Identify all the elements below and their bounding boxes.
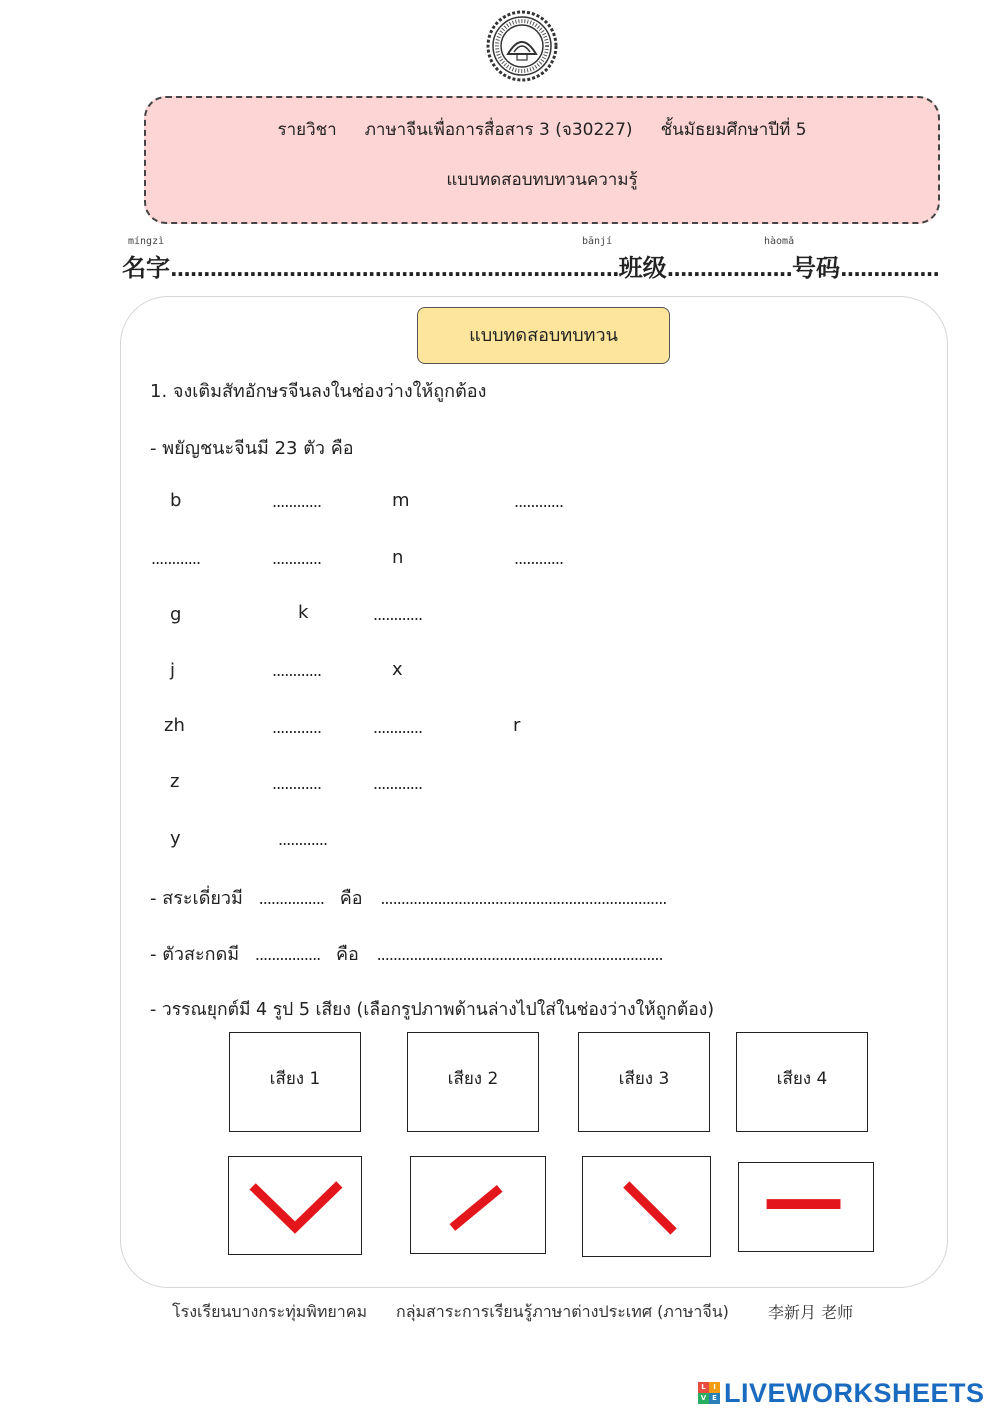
liveworksheets-watermark xyxy=(698,1376,985,1410)
tone-1-dropzone[interactable]: เสียง 1 xyxy=(229,1032,361,1132)
consonant-blank[interactable]: ............ xyxy=(514,549,564,568)
number-field[interactable]: ............... xyxy=(840,257,939,281)
finals-is: คือ xyxy=(335,944,359,965)
school-seal-logo xyxy=(484,8,560,84)
consonant-blank[interactable]: ............ xyxy=(151,549,201,568)
tone-4-dropzone[interactable]: เสียง 4 xyxy=(736,1032,868,1132)
grade-level: ชั้นมัธยมศึกษาปีที่ 5 xyxy=(660,120,807,140)
consonant-blank[interactable]: ............ xyxy=(272,549,322,568)
finals-line xyxy=(150,939,663,968)
tones-heading: - วรรณยุกต์มี 4 รูป 5 เสียง (เลือกรูปภาพด้านล่างไปใส่ในช่องว่างให้ถูกต้อง) xyxy=(150,1000,715,1020)
vowels-line xyxy=(150,883,666,912)
student-info-row xyxy=(122,236,939,282)
level-tone-mark-card[interactable] xyxy=(738,1162,874,1252)
vowels-answer-blank[interactable]: ...................................................................... xyxy=(380,889,667,908)
consonant-blank[interactable]: ............ xyxy=(272,492,322,511)
finals-answer-blank[interactable]: ...................................................................... xyxy=(376,945,663,964)
falling-tone-mark-icon xyxy=(626,1184,673,1231)
finals-count-blank[interactable]: ................ xyxy=(254,945,321,964)
consonant-blank[interactable]: ............ xyxy=(373,718,423,737)
falling-tone-mark-card[interactable] xyxy=(582,1156,711,1257)
vowels-count-blank[interactable]: ................ xyxy=(258,889,325,908)
name-pinyin: míngzì xyxy=(128,236,165,247)
subject-label: รายวิชา xyxy=(277,120,337,140)
consonant-z: z xyxy=(170,771,180,792)
consonant-blank[interactable]: ............ xyxy=(373,774,423,793)
number-pinyin: hàomǎ xyxy=(764,236,795,247)
number-label: 号码 xyxy=(792,254,840,282)
tone-2-dropzone[interactable]: เสียง 2 xyxy=(407,1032,539,1132)
footer-school: โรงเรียนบางกระทุ่มพิทยาคม xyxy=(172,1302,367,1321)
consonant-zh: zh xyxy=(164,715,185,736)
panel-title: แบบทดสอบทบทวน xyxy=(417,307,670,364)
vowels-is: คือ xyxy=(339,888,363,909)
consonant-g: g xyxy=(170,604,182,625)
consonant-k: k xyxy=(298,602,309,623)
v-shape-tone-mark-icon xyxy=(253,1184,340,1227)
consonant-blank[interactable]: ............ xyxy=(272,774,322,793)
student-info-line xyxy=(122,248,939,283)
header-subtitle: แบบทดสอบทบทวนความรู้ xyxy=(446,170,638,190)
consonant-blank[interactable]: ............ xyxy=(272,661,322,680)
consonant-n: n xyxy=(392,547,404,568)
consonant-b: b xyxy=(170,490,182,511)
liveworksheets-logo-icon: L I V E xyxy=(698,1382,720,1404)
consonants-heading: - พยัญชนะจีนมี 23 ตัว คือ xyxy=(150,438,354,459)
subject-name: ภาษาจีนเพื่อการสื่อสาร 3 (จ30227) xyxy=(364,120,633,140)
class-field[interactable]: ................... xyxy=(666,257,792,281)
tone-3-dropzone[interactable]: เสียง 3 xyxy=(578,1032,710,1132)
footer-department: กลุ่มสาระการเรียนรู้ภาษาต่างประเทศ (ภาษาจีน) xyxy=(396,1302,729,1321)
consonant-r: r xyxy=(513,715,521,736)
question-1: 1. จงเติมสัทอักษรจีนลงในช่องว่างให้ถูกต้อง xyxy=(150,381,487,402)
consonant-m: m xyxy=(392,490,410,511)
finals-label: - ตัวสะกดมี xyxy=(150,944,240,965)
consonant-blank[interactable]: ............ xyxy=(278,830,328,849)
v-shape-tone-mark-card[interactable] xyxy=(228,1156,362,1255)
consonant-x: x xyxy=(392,659,403,680)
name-label: 名字 xyxy=(122,254,170,282)
liveworksheets-brand: LIVEWORKSHEETS xyxy=(724,1377,985,1408)
class-label: 班级 xyxy=(618,254,667,282)
consonant-j: j xyxy=(170,660,176,681)
consonant-blank[interactable]: ............ xyxy=(272,718,322,737)
rising-tone-mark-card[interactable] xyxy=(410,1156,546,1254)
footer-teacher: 李新月 老师 xyxy=(768,1303,854,1322)
header-course-line xyxy=(146,116,938,143)
header-box xyxy=(144,96,940,224)
consonant-blank[interactable]: ............ xyxy=(373,605,423,624)
consonant-y: y xyxy=(170,828,181,849)
name-field[interactable]: .................................................................... xyxy=(170,257,619,281)
consonant-blank[interactable]: ............ xyxy=(514,492,564,511)
vowels-label: - สระเดี่ยวมี xyxy=(150,888,243,909)
class-pinyin: bānjí xyxy=(582,236,613,247)
rising-tone-mark-icon xyxy=(452,1188,499,1227)
